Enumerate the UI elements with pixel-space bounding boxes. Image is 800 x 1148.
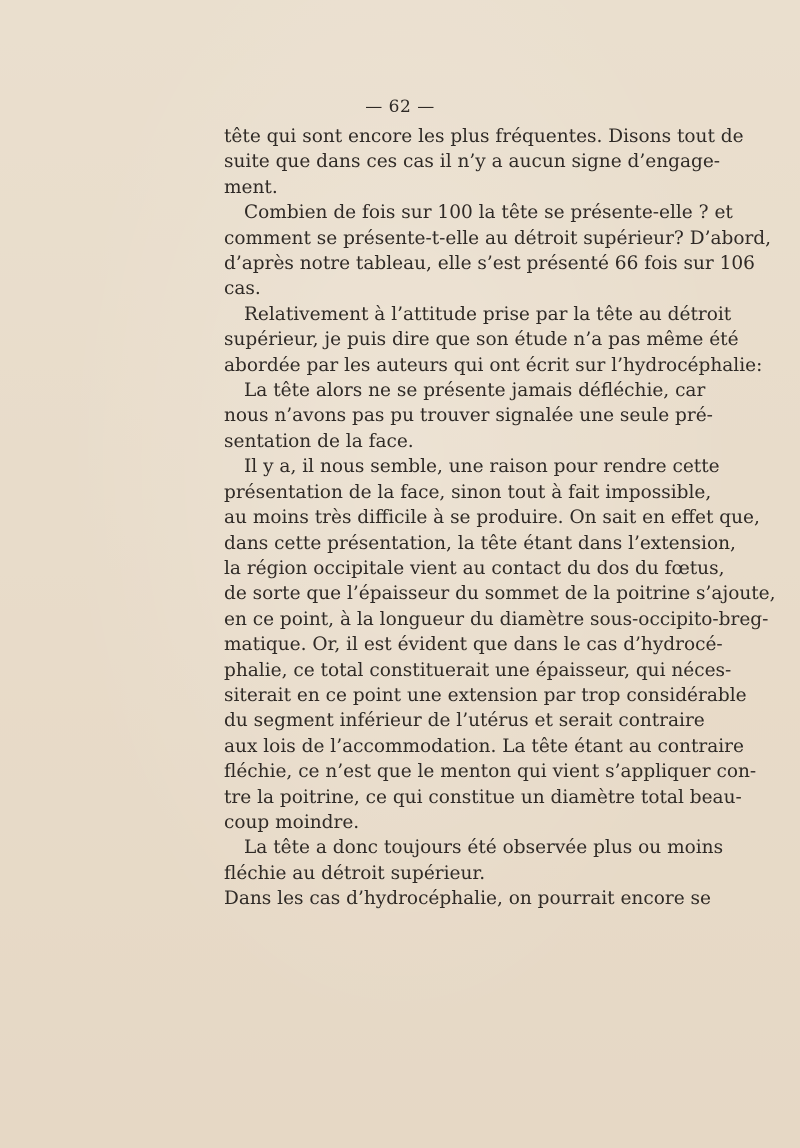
text-line: fléchie, ce n’est que le menton qui vient s’appliquer con- <box>224 761 757 783</box>
text-line: tête qui sont encore les plus fréquentes. Disons tout de <box>224 126 744 147</box>
text-line: de sorte que l’épaisseur du sommet de la poitrine s’ajoute, <box>224 583 776 605</box>
text-line: ment. <box>224 176 278 198</box>
text-line: dans cette présentation, la tête étant dans l’extension, <box>224 532 736 554</box>
text-line: coup moindre. <box>224 811 360 833</box>
text-line: Relativement à l’attitude prise par la tête au détroit <box>244 303 732 325</box>
text-line: nous n’avons pas pu trouver signalée une seule pré- <box>224 405 713 427</box>
text-line: tre la poitrine, ce qui constitue un diamètre total beau- <box>224 786 742 808</box>
text-line: Il y a, il nous semble, une raison pour rendre cette <box>244 456 720 478</box>
text-line: fléchie au détroit supérieur. <box>224 862 486 884</box>
text-line: du segment inférieur de l’utérus et serait contraire <box>224 710 705 732</box>
body-text <box>224 124 776 912</box>
text-line: Combien de fois sur 100 la tête se présente-elle ? et <box>244 202 733 224</box>
text-line: Dans les cas d’hydrocéphalie, on pourrait encore se <box>224 888 711 910</box>
text-line: phalie, ce total constituerait une épaisseur, qui néces- <box>224 659 732 681</box>
text-line: suite que dans ces cas il n’y a aucun signe d’engage- <box>224 151 721 173</box>
text-line: abordée par les auteurs qui ont écrit sur l’hydrocéphalie: <box>224 354 763 376</box>
text-line: la région occipitale vient au contact du dos du fœtus, <box>224 557 725 579</box>
text-line: comment se présente-t-elle au détroit supérieur? D’abord, <box>224 227 772 249</box>
text-line: siterait en ce point une extension par trop considérable <box>224 684 747 706</box>
text-line: matique. Or, il est évident que dans le cas d’hydrocé- <box>224 634 723 656</box>
text-line: au moins très difficile à se produire. On sait en effet que, <box>224 507 760 529</box>
text-line: présentation de la face, sinon tout à fait impossible, <box>224 481 712 503</box>
text-line: La tête alors ne se présente jamais défléchie, car <box>244 380 706 402</box>
page-number: — 62 — <box>365 97 435 117</box>
text-line: sentation de la face. <box>224 430 414 452</box>
text-line: en ce point, à la longueur du diamètre sous-occipito-breg- <box>224 608 769 630</box>
text-line: aux lois de l’accommodation. La tête étant au contraire <box>224 735 744 757</box>
text-line: supérieur, je puis dire que son étude n’a pas même été <box>224 329 739 351</box>
text-line: d’après notre tableau, elle s’est présenté 66 fois sur 106 <box>224 253 755 275</box>
text-line: La tête a donc toujours été observée plus ou moins <box>244 837 724 859</box>
text-line: cas. <box>224 278 261 300</box>
